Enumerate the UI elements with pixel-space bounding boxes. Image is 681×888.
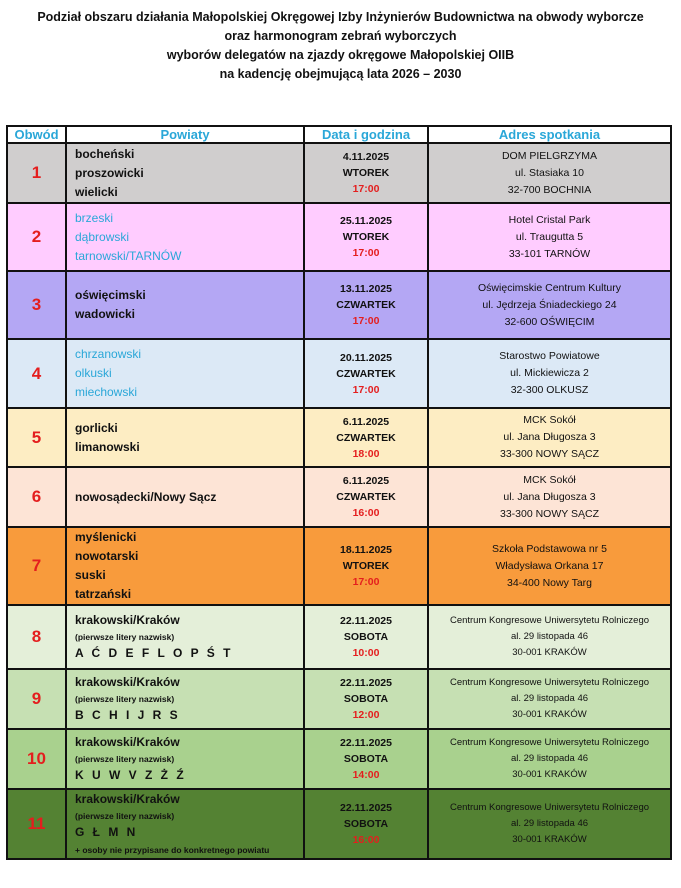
surname-letters: A Ć D E F L O P Ś T <box>75 646 233 660</box>
address-cell <box>428 527 671 605</box>
powiaty-cell <box>66 203 304 271</box>
district-number: 6 <box>7 467 66 527</box>
date-cell <box>304 789 428 859</box>
address-line: 30-001 KRAKÓW <box>512 834 587 845</box>
powiat-name: proszowicki <box>75 165 144 180</box>
table-row <box>7 271 671 339</box>
powiaty-cell <box>66 271 304 339</box>
powiat-name: krakowski/Kraków <box>75 735 180 749</box>
date-cell <box>304 605 428 669</box>
district-number: 9 <box>7 669 66 729</box>
address-cell <box>428 789 671 859</box>
district-number: 8 <box>7 605 66 669</box>
district-number: 2 <box>7 203 66 271</box>
date-cell <box>304 339 428 408</box>
address-line: Centrum Kongresowe Uniwersytetu Rolniczego <box>449 802 650 813</box>
powiaty-cell <box>66 408 304 467</box>
address-line: Starostwo Powiatowe <box>499 350 600 362</box>
powiat-name: krakowski/Kraków <box>75 675 180 689</box>
header-line-4: na kadencję obejmującą lata 2026 – 2030 <box>219 67 462 81</box>
surname-letters: B C H I J R S <box>75 708 181 722</box>
meeting-date: 20.11.2025 <box>340 351 392 364</box>
district-number: 1 <box>7 143 66 203</box>
meeting-day: SOBOTA <box>343 818 389 830</box>
powiat-name: tarnowski/TARNÓW <box>75 248 182 263</box>
address-line: 32-700 BOCHNIA <box>507 183 592 196</box>
meeting-day: SOBOTA <box>343 693 389 705</box>
address-line: Oświęcimskie Centrum Kultury <box>478 281 621 294</box>
meeting-day: CZWARTEK <box>336 431 396 444</box>
date-cell <box>304 467 428 527</box>
powiaty-cell <box>66 729 304 789</box>
table-row <box>7 203 671 271</box>
address-line: Szkoła Podstawowa nr 5 <box>492 542 607 555</box>
meeting-time: 14:00 <box>352 769 380 781</box>
district-number: 10 <box>7 729 66 789</box>
address-line: ul. Mickiewicza 2 <box>510 367 589 379</box>
address-line: 34-400 Nowy Targ <box>506 576 593 589</box>
table-row <box>7 605 671 669</box>
address-line: Hotel Cristal Park <box>508 213 591 226</box>
meeting-day: CZWARTEK <box>336 367 396 380</box>
address-line: 30-001 KRAKÓW <box>512 769 587 780</box>
powiat-name: limanowski <box>75 439 140 454</box>
address-line: ul. Jana Długosza 3 <box>503 490 596 503</box>
address-line: 32-600 OŚWIĘCIM <box>504 315 595 328</box>
powiaty-cell <box>66 605 304 669</box>
meeting-day: WTOREK <box>342 167 390 179</box>
powiaty-cell <box>66 467 304 527</box>
address-cell <box>428 271 671 339</box>
powiaty-cell <box>66 789 304 859</box>
powiat-name: dąbrowski <box>75 229 130 244</box>
powiat-name: gorlicki <box>75 420 118 435</box>
powiat-name: bocheński <box>75 146 135 161</box>
surname-letters-caption: (pierwsze litery nazwisk) <box>75 754 175 764</box>
address-line: al. 29 listopada 46 <box>510 631 589 642</box>
header-line-2: oraz harmonogram zebrań wyborczych <box>224 29 457 43</box>
table-row <box>7 789 671 859</box>
powiaty-cell <box>66 669 304 729</box>
surname-letters-caption: (pierwsze litery nazwisk) <box>75 694 175 704</box>
address-line: ul. Traugutta 5 <box>515 230 584 243</box>
meeting-date: 25.11.2025 <box>340 215 392 227</box>
address-line: Centrum Kongresowe Uniwersytetu Rolniczego <box>449 677 650 688</box>
meeting-date: 18.11.2025 <box>340 544 392 556</box>
surname-letters-caption: (pierwsze litery nazwisk) <box>75 811 175 821</box>
meeting-date: 22.11.2025 <box>340 802 392 814</box>
table-row <box>7 669 671 729</box>
address-line: ul. Jędrzeja Śniadeckiego 24 <box>482 298 617 311</box>
date-cell <box>304 729 428 789</box>
election-schedule-table <box>6 125 672 860</box>
meeting-time: 16:00 <box>352 834 380 846</box>
meeting-date: 4.11.2025 <box>342 151 390 163</box>
date-cell <box>304 408 428 467</box>
powiaty-cell <box>66 339 304 408</box>
meeting-time: 17:00 <box>352 183 380 195</box>
table-row <box>7 527 671 605</box>
table-row <box>7 467 671 527</box>
address-line: MCK Sokół <box>523 414 576 426</box>
table-row <box>7 339 671 408</box>
meeting-time: 17:00 <box>352 315 380 327</box>
address-cell <box>428 467 671 527</box>
address-cell <box>428 605 671 669</box>
address-line: ul. Stasiaka 10 <box>515 166 584 179</box>
address-line: 33-300 NOWY SĄCZ <box>499 507 599 520</box>
surname-letters: G Ł M N <box>75 825 138 839</box>
powiat-name: myślenicki <box>75 530 137 544</box>
date-cell <box>304 271 428 339</box>
surname-letters: K U W V Z Ż Ź <box>75 768 187 782</box>
meeting-time: 17:00 <box>352 383 380 396</box>
address-line: Centrum Kongresowe Uniwersytetu Rolniczego <box>449 737 650 748</box>
meeting-day: WTOREK <box>342 231 390 243</box>
district-number: 5 <box>7 408 66 467</box>
surname-letters-caption: (pierwsze litery nazwisk) <box>75 632 175 642</box>
address-cell <box>428 339 671 408</box>
header-line-1: Podział obszaru działania Małopolskiej Okręgowej Izby Inżynierów Budownictwa na obwody wyborcze <box>37 10 644 24</box>
meeting-time: 17:00 <box>352 576 380 588</box>
document-header <box>0 8 681 84</box>
column-header-adres: Adres spotkania <box>428 126 671 143</box>
powiat-name: wadowicki <box>75 307 136 321</box>
address-line: al. 29 listopada 46 <box>510 818 589 829</box>
column-header-powiaty: Powiaty <box>66 126 304 143</box>
powiat-name: wielicki <box>75 184 118 199</box>
address-cell <box>428 203 671 271</box>
address-line: 33-300 NOWY SĄCZ <box>499 448 599 460</box>
address-line: Władysława Orkana 17 <box>495 559 604 572</box>
date-cell <box>304 669 428 729</box>
address-line: ul. Jana Długosza 3 <box>503 431 596 443</box>
meeting-time: 17:00 <box>352 247 380 259</box>
address-line: 33-101 TARNÓW <box>508 247 591 260</box>
table-row <box>7 408 671 467</box>
table-header-row <box>7 126 671 143</box>
district-number: 11 <box>7 789 66 859</box>
meeting-date: 22.11.2025 <box>340 615 392 627</box>
address-line: 30-001 KRAKÓW <box>512 647 587 658</box>
meeting-date: 22.11.2025 <box>340 677 392 689</box>
powiat-name: krakowski/Kraków <box>75 613 180 627</box>
address-cell <box>428 143 671 203</box>
unassigned-note: + osoby nie przypisane do konkretnego powiatu <box>75 845 270 855</box>
meeting-day: SOBOTA <box>343 753 389 765</box>
address-line: MCK Sokół <box>523 473 576 486</box>
date-cell <box>304 143 428 203</box>
address-line: al. 29 listopada 46 <box>510 753 589 764</box>
address-cell <box>428 669 671 729</box>
address-cell <box>428 408 671 467</box>
meeting-time: 16:00 <box>352 507 380 519</box>
powiat-name: olkuski <box>75 366 112 380</box>
meeting-date: 6.11.2025 <box>342 475 390 487</box>
table-row <box>7 143 671 203</box>
powiat-name: chrzanowski <box>75 347 142 361</box>
powiat-name: suski <box>75 568 106 582</box>
powiaty-cell <box>66 527 304 605</box>
meeting-date: 6.11.2025 <box>342 415 390 428</box>
date-cell <box>304 527 428 605</box>
powiat-name: nowosądecki/Nowy Sącz <box>75 489 217 504</box>
meeting-day: CZWARTEK <box>336 491 396 503</box>
meeting-day: SOBOTA <box>343 631 389 643</box>
meeting-date: 22.11.2025 <box>340 737 392 749</box>
meeting-day: CZWARTEK <box>336 299 396 311</box>
meeting-time: 10:00 <box>352 647 380 659</box>
powiat-name: brzeski <box>75 210 114 225</box>
address-line: al. 29 listopada 46 <box>510 693 589 704</box>
meeting-date: 13.11.2025 <box>340 283 392 295</box>
powiat-name: miechowski <box>75 385 138 399</box>
powiaty-cell <box>66 143 304 203</box>
meeting-time: 18:00 <box>352 447 380 460</box>
table-row <box>7 729 671 789</box>
district-number: 4 <box>7 339 66 408</box>
district-number: 7 <box>7 527 66 605</box>
meeting-day: WTOREK <box>342 560 390 572</box>
district-number: 3 <box>7 271 66 339</box>
powiat-name: nowotarski <box>75 549 139 563</box>
address-line: Centrum Kongresowe Uniwersytetu Rolniczego <box>449 615 650 626</box>
address-line: 30-001 KRAKÓW <box>512 709 587 720</box>
column-header-data: Data i godzina <box>304 126 428 143</box>
address-line: DOM PIELGRZYMA <box>501 149 598 162</box>
date-cell <box>304 203 428 271</box>
header-line-3: wyborów delegatów na zjazdy okręgowe Małopolskiej OIIB <box>166 48 515 62</box>
address-cell <box>428 729 671 789</box>
powiat-name: krakowski/Kraków <box>75 792 180 806</box>
meeting-time: 12:00 <box>352 709 380 721</box>
column-header-obwod: Obwód <box>7 126 66 143</box>
address-line: 32-300 OLKUSZ <box>510 384 589 396</box>
powiat-name: oświęcimski <box>75 288 146 302</box>
powiat-name: tatrzański <box>75 587 132 601</box>
